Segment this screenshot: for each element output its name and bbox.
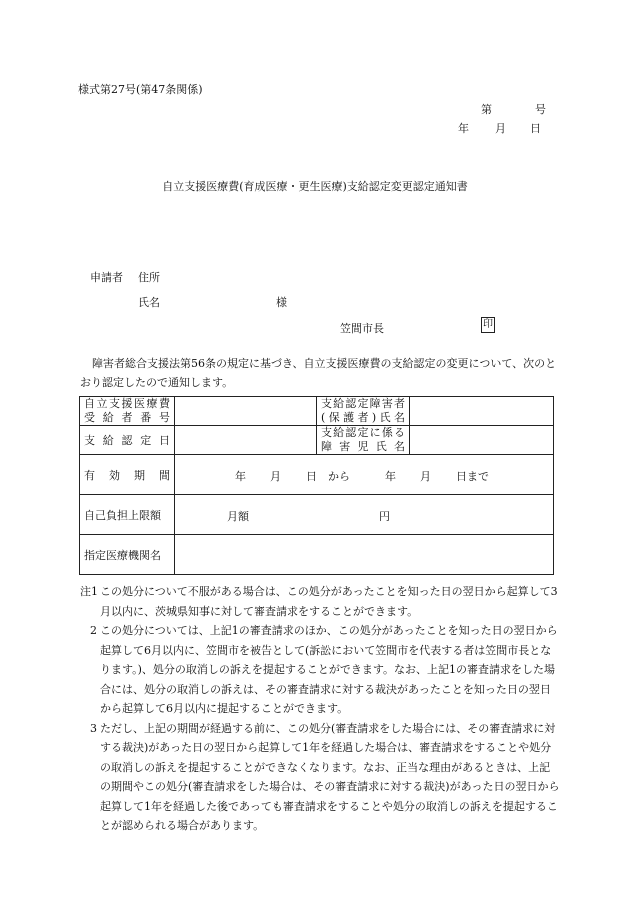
recipient-number-value — [175, 397, 317, 426]
institution-value — [175, 535, 554, 575]
applicant-name-label: 氏名 — [138, 296, 160, 309]
table-row — [80, 495, 554, 535]
limit-label: 自己負担上限額 — [80, 495, 175, 535]
limit-value: 月額 円 — [175, 495, 554, 535]
honorific: 様 — [276, 296, 287, 309]
date-year-label: 年 — [458, 122, 469, 135]
target-person-label: 支給認定障害者 (保護者)氏名 — [317, 397, 410, 426]
validity-value: 年 月 日 から 年 月 日まで — [175, 455, 554, 495]
applicant-address-label: 住所 — [138, 271, 160, 284]
note-item: 2 この処分については、上記1の審査請求のほか、この処分があったことを知った日の翌日から起算して6月以内に、笠間市を被告として(訴訟において笠間市を代表する者は笠間市長となります。)、処分の取消しの訴えを提起することができます。なお、上記1の審査請求をした場合には、処分の取消しの訴えは、その審査請求に対する裁決があったことを知った日の翌日から起算して6月以内に提起することができます。 — [90, 624, 558, 715]
table-row — [80, 397, 554, 426]
document-title: 自立支援医療費(育成医療・更生医療)支給認定変更認定通知書 — [162, 180, 468, 193]
date-month-label: 月 — [495, 122, 506, 135]
note-item: 注1 この処分について不服がある場合は、この処分があったことを知った日の翌日から起算して3月以内に、茨城県知事に対して審査請求をすることができます。 — [80, 585, 558, 618]
note-item: 3 ただし、上記の期間が経過する前に、この処分(審査請求をした場合には、その審査請求に対する裁決)があった日の翌日から起算して1年を経過した場合は、審査請求をすることや処分の取消しの訴えを提起することができなくなります。なお、正当な理由があるときは、上記の期間やこの処分(審査請求をした場合は、その審査請求に対する裁決)があった日の翌日から起算して1年を経過した後であっても審査請求をすることや処分の取消しの訴えを提起することが認められる場合があります。 — [90, 721, 560, 832]
date-day-label: 日 — [530, 122, 541, 135]
seal-mark: 印 — [481, 317, 495, 333]
certification-table — [79, 396, 554, 575]
child-name-value — [410, 426, 554, 455]
form-number: 様式第27号(第47条関係) — [78, 83, 203, 96]
document-number-suffix: 号 — [535, 103, 546, 116]
validity-label: 有効期間 — [80, 455, 175, 495]
document-number-label: 第 — [481, 103, 492, 116]
issuer-mayor: 笠間市長 — [340, 322, 384, 335]
cert-date-value — [175, 426, 317, 455]
recipient-number-label: 自立支援医療費 受給者番号 — [80, 397, 175, 426]
child-name-label: 支給認定に係る 障害児氏名 — [317, 426, 410, 455]
notes-section — [80, 582, 560, 836]
table-row — [80, 455, 554, 495]
body-text: 障害者総合支援法第56条の規定に基づき、自立支援医療費の支給認定の変更について、次のとおり認定したので通知します。 — [80, 357, 557, 389]
institution-label: 指定医療機関名 — [80, 535, 175, 575]
applicant-label: 申請者 — [90, 271, 123, 284]
target-person-value — [410, 397, 554, 426]
cert-date-label: 支給認定日 — [80, 426, 175, 455]
table-row — [80, 426, 554, 455]
table-row — [80, 535, 554, 575]
